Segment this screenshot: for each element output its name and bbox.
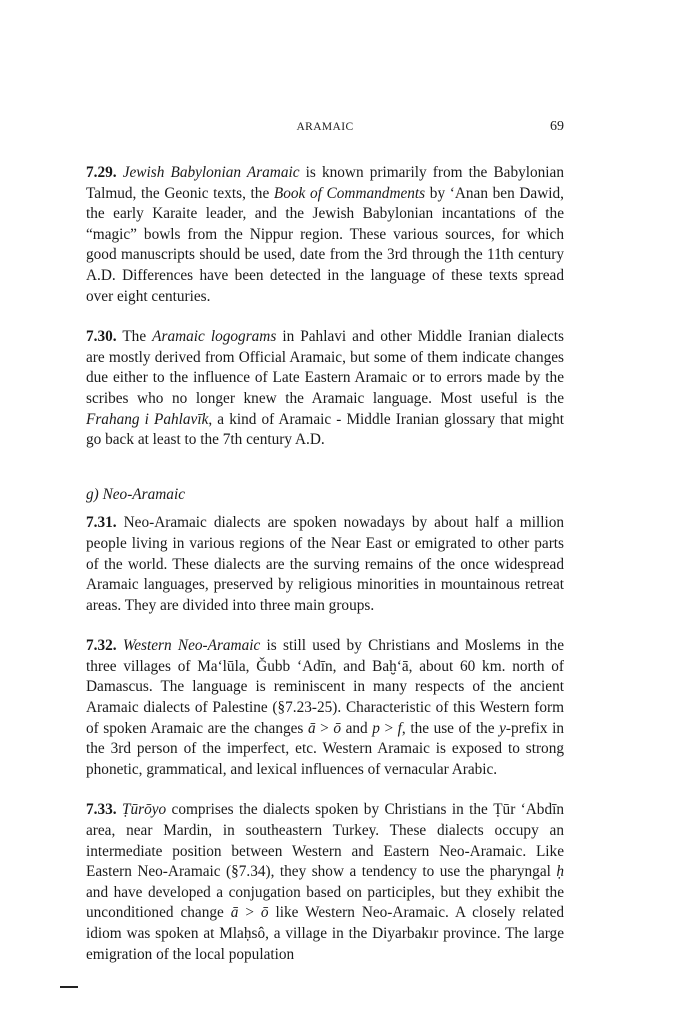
section-heading: g) Neo-Aramaic: [86, 485, 185, 503]
running-head-title: ARAMAIC: [296, 121, 354, 133]
paragraph-7-29: [86, 163, 564, 307]
paragraph-7-31: [86, 513, 564, 616]
page-body: [86, 163, 564, 985]
text-run: in Pahlavi and other Middle Iranian dialects are mostly derived from Official Aramaic, but some of them indicate changes due either to the influence of Late Eastern Aramaic or to errors made by the scribes who no longer knew the Aramaic language. Most useful is the: [86, 328, 565, 407]
italic-symbol: ō: [333, 719, 342, 737]
text-run: , the use of the: [401, 719, 500, 737]
italic-title: Book of Commandments: [273, 184, 426, 202]
italic-symbol: y: [499, 719, 506, 737]
paragraph-number: 7.29.: [86, 164, 117, 181]
text-run: The: [116, 328, 153, 346]
italic-symbol: ā: [230, 904, 239, 922]
italic-symbol: ḥ: [556, 863, 564, 881]
paragraph-7-32: [86, 636, 564, 780]
text-run: , a kind of Aramaic - Middle Iranian glossary that might go back at least to the 7th century A.D.: [86, 410, 564, 449]
paragraph-number: 7.31.: [86, 514, 117, 532]
text-run: comprises the dialects spoken by Christians in the Ṭūr ‘Abdīn area, near Mardin, in southeastern Turkey. These dialects occupy an intermediate position between Western and Eastern Neo-Aramaic. Like Eastern Neo-Aramaic (§7.34), they show a tendency to use the pharyngal: [86, 801, 564, 881]
text-run: >: [238, 904, 261, 922]
text-run: -prefix in the 3rd person of the imperfect, etc. Western Aramaic is exposed to strong phonetic, grammatical, and lexical influences of vernacular Arabic.: [86, 719, 564, 778]
italic-term: Aramaic logograms: [152, 328, 277, 346]
page-edge-mark: [60, 986, 78, 988]
text-run: and: [341, 719, 373, 737]
italic-term: Western Neo-Aramaic: [122, 637, 261, 655]
text-run: and have developed a conjugation based on participles, but they exhibit the unconditioned change: [86, 883, 564, 922]
italic-symbol: f: [397, 719, 402, 737]
italic-symbol: ā: [307, 719, 316, 737]
text-run: >: [379, 719, 398, 737]
italic-symbol: ō: [260, 904, 269, 922]
text-run: is known primarily from the Babylonian Talmud, the Geonic texts, the: [86, 164, 564, 202]
paragraph-number: 7.32.: [86, 637, 117, 655]
paragraph-7-33: [86, 800, 564, 965]
italic-symbol: p: [372, 719, 380, 737]
paragraph-7-30: [86, 327, 564, 451]
text-run: is still used by Christians and Moslems in the three villages of Ma‘lūla, Ǧubb ‘Adīn, and Baḫ‘ā, about 60 km. north of Damascus. The language is reminiscent in many respects of the ancient Aramaic dialects of Palestine (§7.23-25). Characteristic of this Western form of spoken Aramaic are the changes: [86, 637, 564, 737]
paragraph-number: 7.33.: [86, 801, 117, 819]
running-header: [86, 121, 564, 141]
italic-term: Ṭūrōyo: [121, 801, 167, 819]
text-run: >: [315, 719, 334, 737]
text-run: by ‘Anan ben Dawid, the early Karaite leader, and the Jewish Babylonian incantations of the “magic” bowls from the Nippur region. These various sources, for which good manuscripts should be used, date from the 3rd through the 11th century A.D. Differences have been detected in the language of these texts spread over eight centuries.: [86, 184, 564, 305]
page-number: 69: [550, 119, 564, 134]
italic-term: Jewish Babylonian Aramaic: [122, 164, 300, 181]
paragraph-number: 7.30.: [86, 328, 117, 346]
text-run: Neo-Aramaic dialects are spoken nowadays by about half a million people living in various regions of the Near East or emigrated to other parts of the world. These dialects are the surving remains of the once widespread Aramaic languages, preserved by religious minorities in mountainous retreat areas. They are divided into three main groups.: [86, 514, 564, 614]
italic-title: Frahang i Pahlavīk: [86, 410, 209, 428]
text-run: like Western Neo-Aramaic. A closely related idiom was spoken at Mlaḥsô, a village in the Diyarbakır province. The large emigration of the local population: [86, 904, 565, 963]
